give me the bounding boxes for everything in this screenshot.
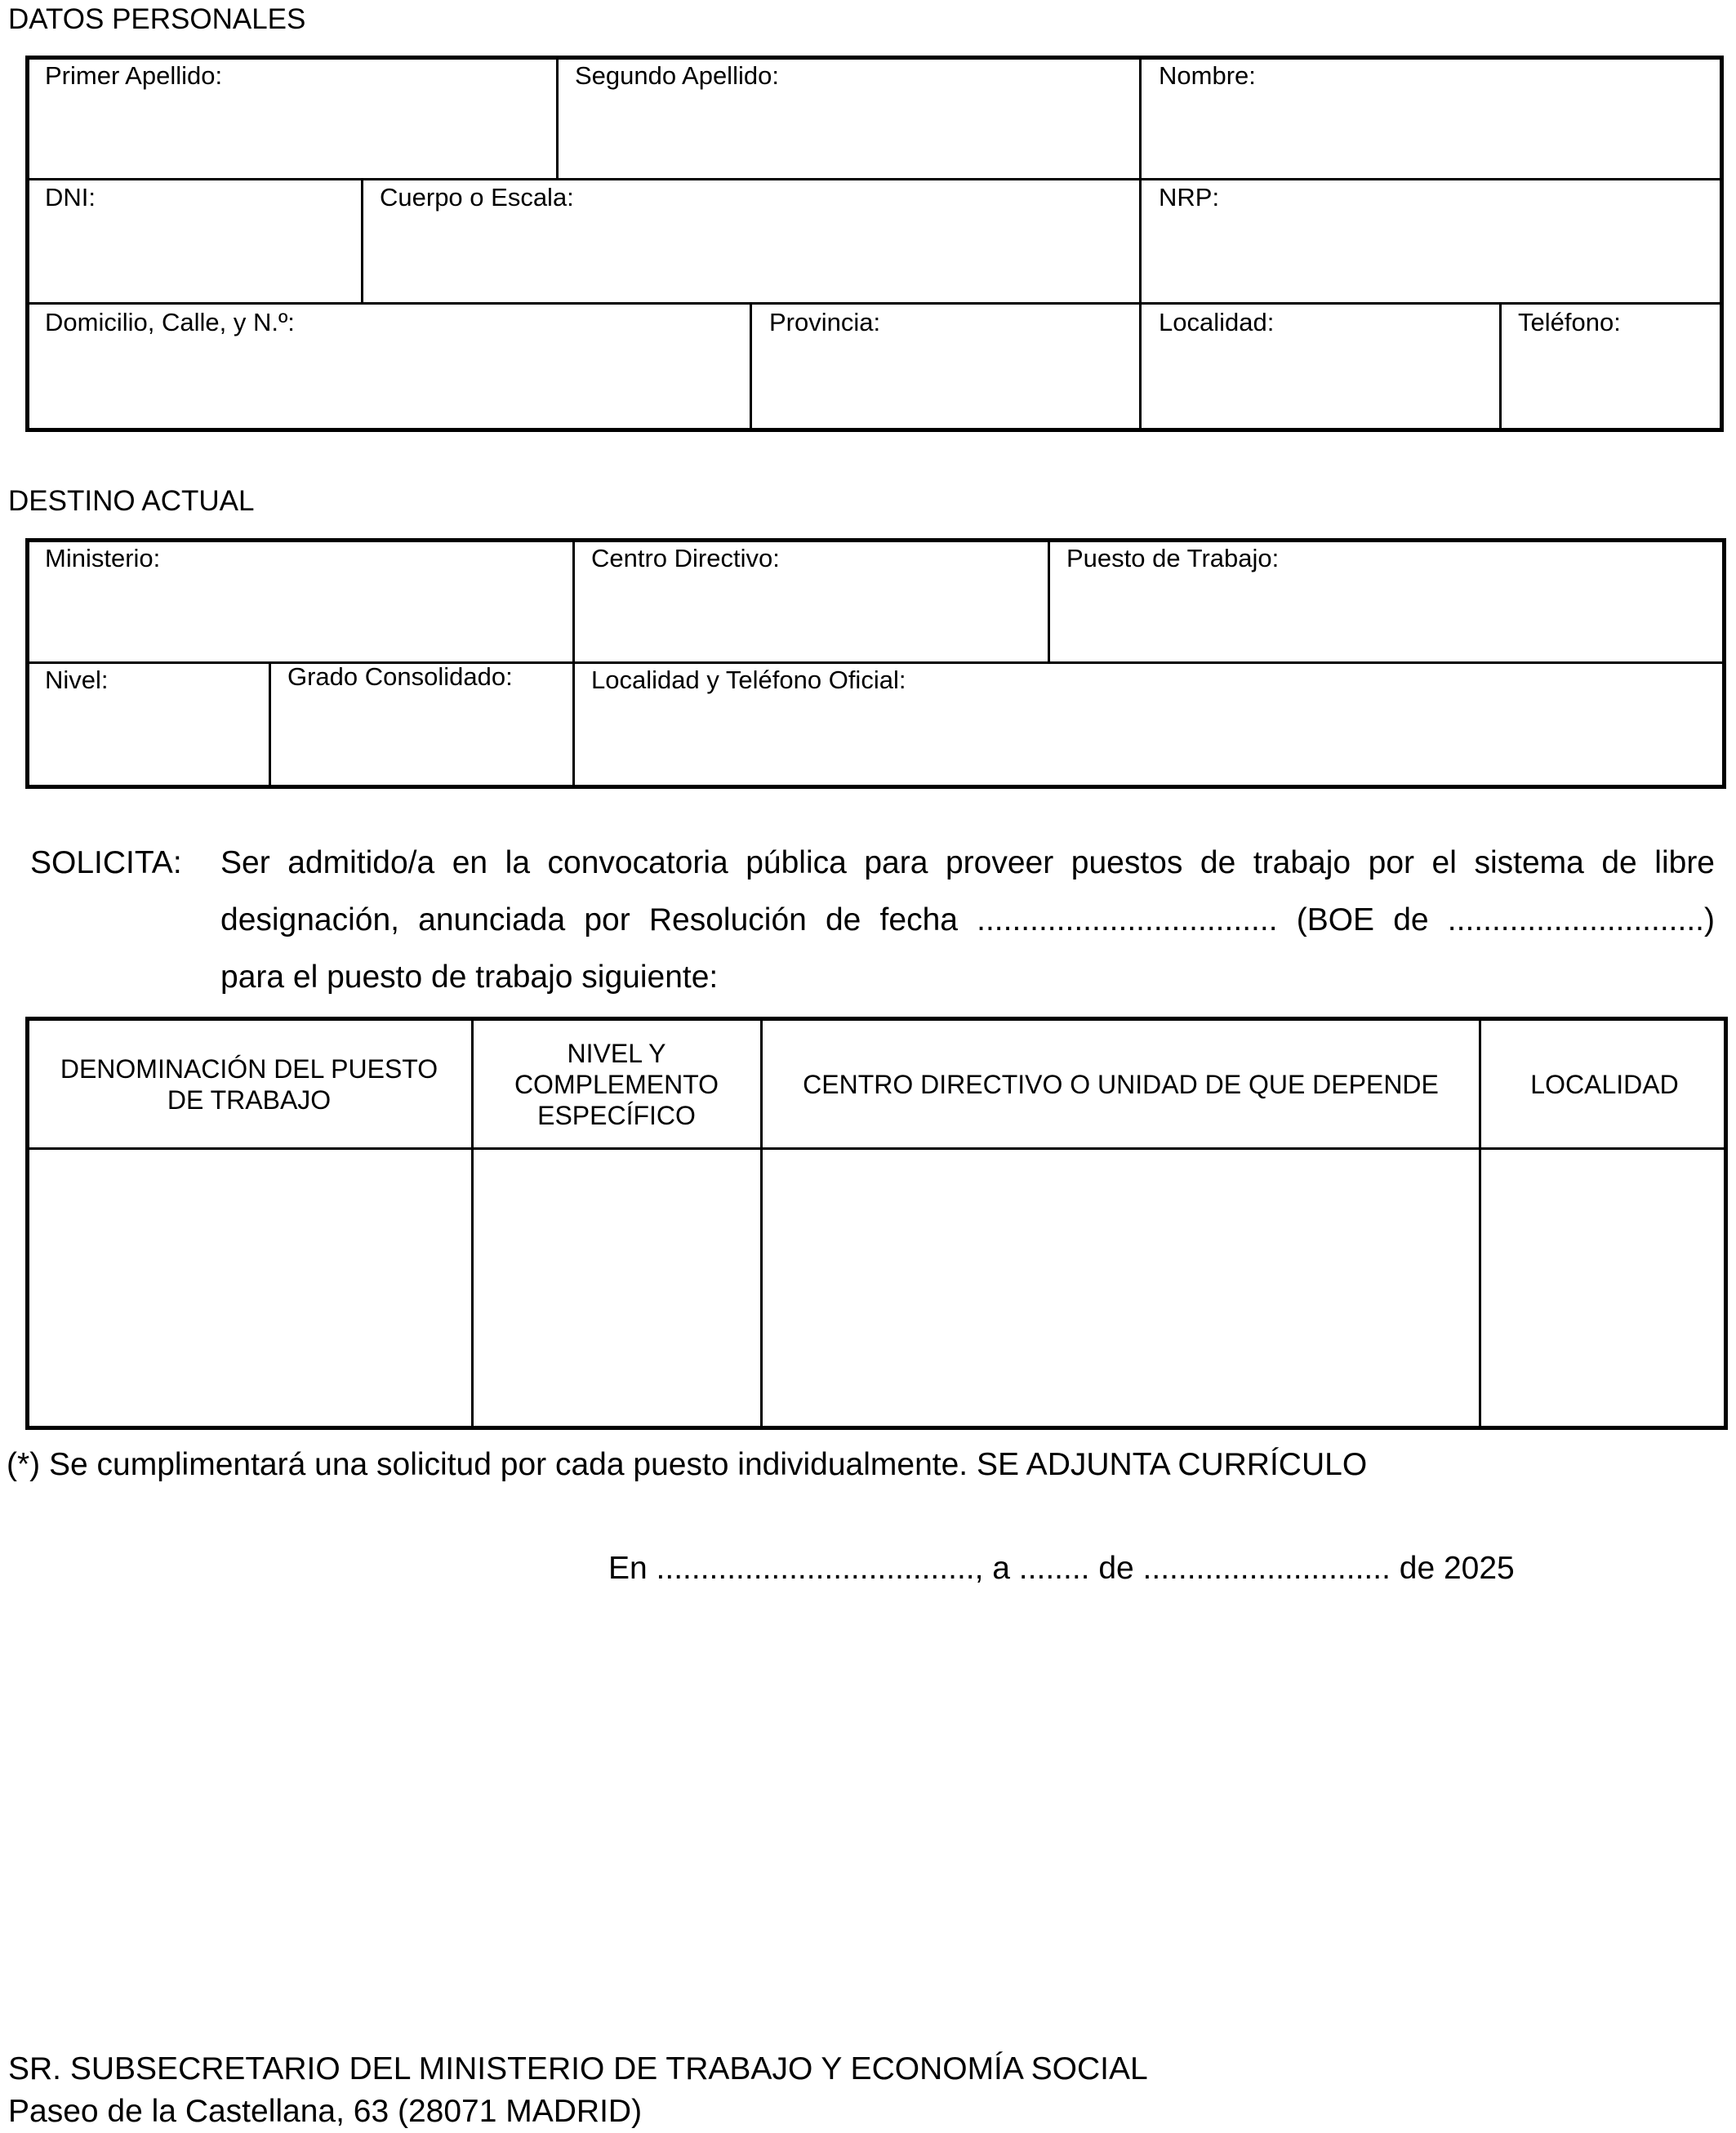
grado-consolidado-label: Grado Consolidado: bbox=[287, 662, 513, 691]
centro-directivo-label: Centro Directivo: bbox=[591, 544, 780, 572]
nrp-field[interactable] bbox=[1142, 180, 1720, 302]
localidad-telefono-label: Localidad y Teléfono Oficial: bbox=[591, 666, 906, 694]
addressee bbox=[8, 2048, 1148, 2133]
header-denominacion: DENOMINACIÓN DEL PUESTO DE TRABAJO bbox=[60, 1053, 438, 1115]
centro-directivo-cell[interactable] bbox=[763, 1150, 1479, 1426]
domicilio-label: Domicilio, Calle, y N.º: bbox=[45, 308, 295, 336]
header-localidad: LOCALIDAD bbox=[1530, 1069, 1679, 1099]
date-line: En ...................................., a ........ de ............................ de 2025 bbox=[608, 1551, 1515, 1586]
nombre-label: Nombre: bbox=[1159, 61, 1256, 90]
solicita-line-1: Ser admitido/a en la convocatoria pública para proveer puestos de trabajo por el sistema de libre bbox=[220, 845, 1715, 880]
solicita-line-2: designación, anunciada por Resolución de fecha .................................. (BOE de .............................) bbox=[220, 902, 1715, 937]
primer-apellido-label: Primer Apellido: bbox=[45, 61, 223, 90]
localidad-label: Localidad: bbox=[1159, 308, 1275, 336]
solicita-label: SOLICITA: bbox=[30, 845, 182, 880]
datos-personales-title: DATOS PERSONALES bbox=[8, 3, 306, 35]
destino-actual-title: DESTINO ACTUAL bbox=[8, 485, 255, 517]
solicita-line-3: para el puesto de trabajo siguiente: bbox=[220, 960, 719, 995]
addressee-line-2: Paseo de la Castellana, 63 (28071 MADRID) bbox=[8, 2094, 643, 2129]
denominacion-cell[interactable] bbox=[29, 1150, 471, 1426]
puesto-trabajo-label: Puesto de Trabajo: bbox=[1066, 544, 1280, 572]
header-nivel-complemento: NIVEL Y COMPLEMENTO ESPECÍFICO bbox=[514, 1038, 719, 1130]
telefono-label: Teléfono: bbox=[1518, 308, 1621, 336]
provincia-label: Provincia: bbox=[769, 308, 881, 336]
dni-label: DNI: bbox=[45, 183, 96, 212]
segundo-apellido-label: Segundo Apellido: bbox=[575, 61, 779, 90]
addressee-line-1: SR. SUBSECRETARIO DEL MINISTERIO DE TRABAJO Y ECONOMÍA SOCIAL bbox=[8, 2051, 1148, 2086]
nivel-label: Nivel: bbox=[45, 666, 109, 694]
solicita-text bbox=[220, 835, 1715, 1006]
nivel-complemento-cell[interactable] bbox=[474, 1150, 760, 1426]
note-text: (*) Se cumplimentará una solicitud por cada puesto individualmente. SE ADJUNTA CURRÍCULO bbox=[7, 1447, 1368, 1482]
localidad-cell[interactable] bbox=[1481, 1150, 1724, 1426]
cuerpo-escala-label: Cuerpo o Escala: bbox=[380, 183, 574, 212]
header-centro-directivo: CENTRO DIRECTIVO O UNIDAD DE QUE DEPENDE bbox=[803, 1069, 1439, 1099]
nrp-label: NRP: bbox=[1159, 183, 1220, 212]
ministerio-label: Ministerio: bbox=[45, 544, 161, 572]
